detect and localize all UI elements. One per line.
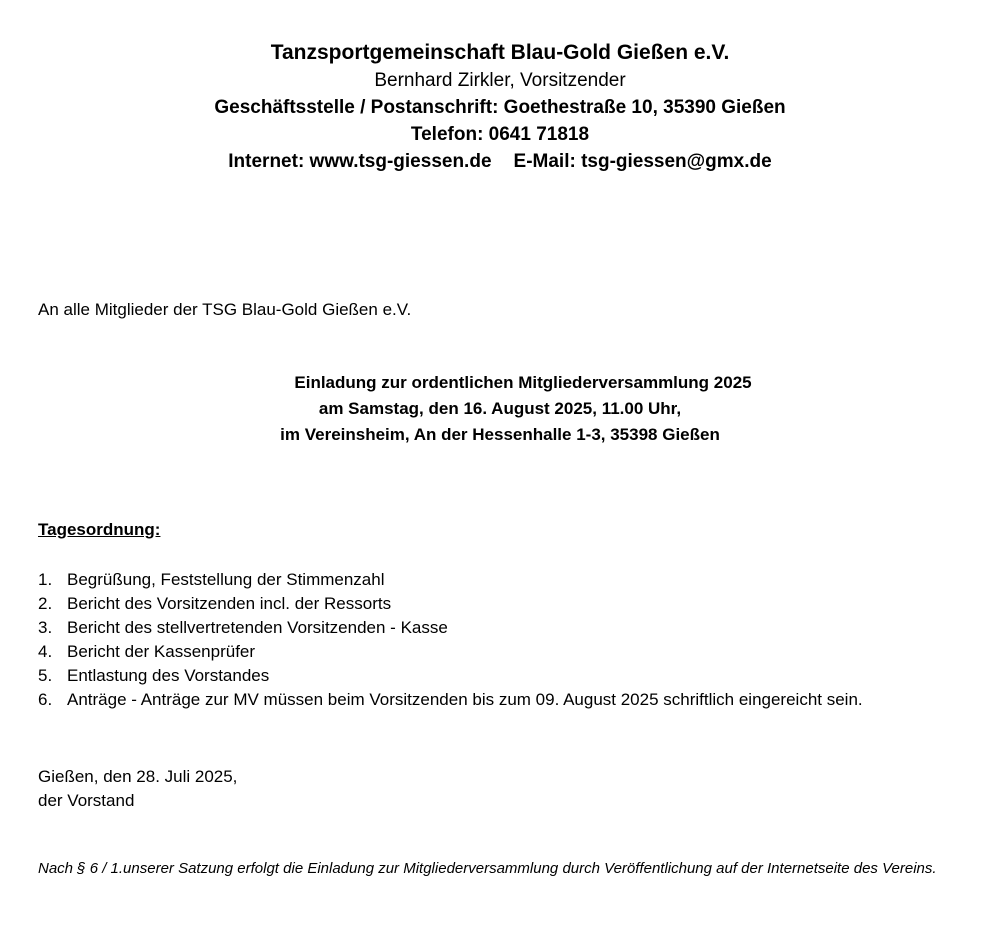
signature: der Vorstand — [38, 791, 135, 810]
agenda-item — [38, 616, 958, 640]
invitation-block — [0, 370, 1000, 448]
website-text: Internet: www.tsg-giessen.de — [228, 151, 492, 172]
agenda-item — [38, 568, 958, 592]
legal-footnote: Nach § 6 / 1.unserer Satzung erfolgt die Einladung zur Mitgliederversammlung durch Veröffentlichung auf der Internetseite des Vereins. — [38, 860, 937, 877]
agenda-item-text: Begrüßung, Feststellung der Stimmenzahl — [67, 570, 385, 589]
address-line: Geschäftsstelle / Postanschrift: Goethestraße 10, 35390 Gießen — [214, 97, 786, 118]
agenda-item-text: Anträge - Anträge zur MV müssen beim Vorsitzenden bis zum 09. August 2025 schriftlich eingereicht sein. — [67, 690, 863, 709]
agenda-item-text: Bericht der Kassenprüfer — [67, 642, 256, 661]
agenda-item — [38, 664, 958, 688]
agenda-item-number: 3. — [38, 618, 53, 637]
chairman-line: Bernhard Zirkler, Vorsitzender — [374, 70, 626, 91]
email-text: E-Mail: tsg-giessen@gmx.de — [513, 151, 772, 172]
agenda-item-text: Bericht des stellvertretenden Vorsitzenden - Kasse — [67, 618, 448, 637]
agenda-item-number: 5. — [38, 666, 53, 685]
letterhead — [0, 38, 1000, 175]
closing-block — [38, 765, 237, 813]
contact-line — [0, 148, 1000, 175]
agenda-item-number: 2. — [38, 594, 53, 613]
agenda-item — [38, 640, 958, 664]
agenda-item-number: 1. — [38, 570, 53, 589]
salutation: An alle Mitglieder der TSG Blau-Gold Gießen e.V. — [38, 300, 412, 319]
agenda-list — [38, 568, 958, 712]
phone-line: Telefon: 0641 71818 — [410, 124, 590, 145]
agenda-item-text: Entlastung des Vorstandes — [67, 666, 270, 685]
agenda-item-text: Bericht des Vorsitzenden incl. der Ressorts — [67, 594, 392, 613]
agenda-heading: Tagesordnung: — [38, 520, 161, 539]
agenda-item-number: 4. — [38, 642, 53, 661]
invitation-date: am Samstag, den 16. August 2025, 11.00 Uhr, — [318, 399, 682, 418]
agenda-item-number: 6. — [38, 690, 53, 709]
place-date: Gießen, den 28. Juli 2025, — [38, 767, 238, 786]
club-name: Tanzsportgemeinschaft Blau-Gold Gießen e.V. — [270, 41, 730, 64]
agenda-item — [38, 592, 958, 616]
invitation-location: im Vereinsheim, An der Hessenhalle 1-3, 35398 Gießen — [280, 425, 720, 444]
agenda-item — [38, 688, 958, 712]
invitation-title: Einladung zur ordentlichen Mitgliederversammlung 2025 — [294, 373, 752, 392]
